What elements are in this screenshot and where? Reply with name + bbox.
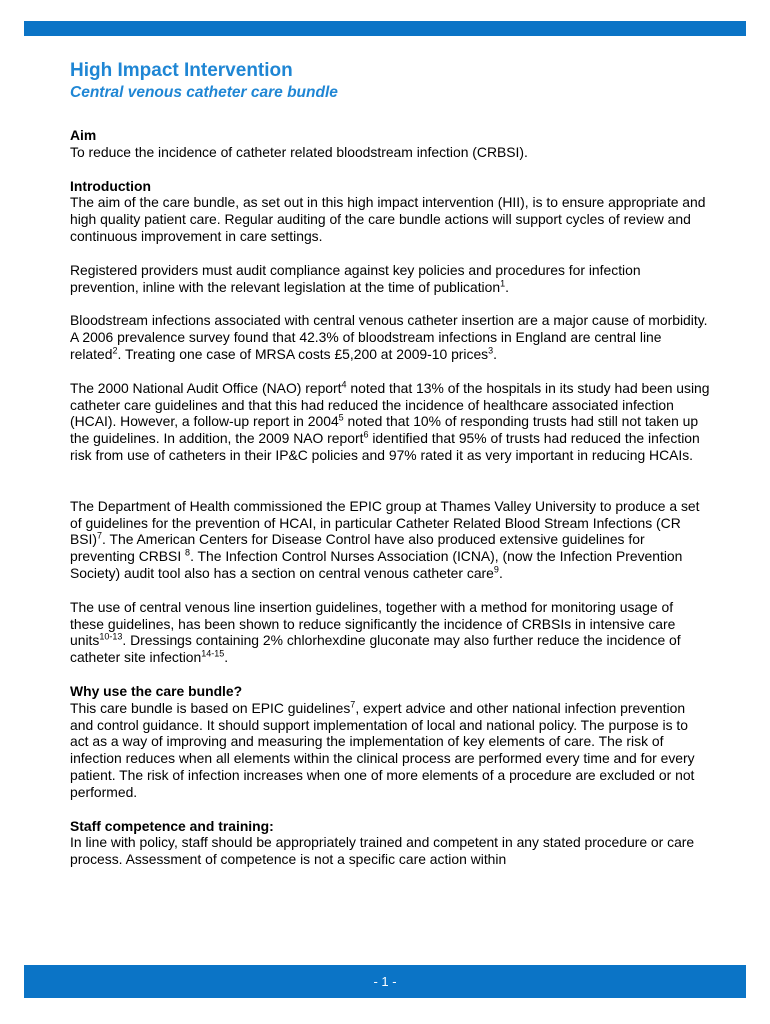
citation: 14-15 — [201, 648, 225, 659]
intro-paragraph-1: The aim of the care bundle, as set out in this high impact intervention (HII), is to ensure appropriate and high quality patient care. Regular auditing of the care bundle actions will support cycles of review and continuous improvement in care settings. — [70, 194, 706, 244]
aim-heading: Aim — [70, 127, 97, 143]
citation: 5 — [338, 412, 344, 423]
document-body — [70, 60, 710, 868]
citation: 7 — [97, 530, 103, 541]
why-heading: Why use the care bundle? — [70, 682, 243, 699]
introduction-section — [70, 178, 710, 245]
page-number: - 1 - — [373, 974, 397, 989]
staff-paragraph: In line with policy, staff should be appropriately trained and competent in any stated procedure or care process. Assessment of competence is not a specific care action within — [70, 834, 695, 868]
bloodstream-paragraph: Bloodstream infections associated with central venous catheter insertion are a major cause of morbidity. A 2006 prevalence survey found that 42.3% of bloodstream infections in England are central line related$^2$. Treating one case of MRSA costs £5,200 at 2009-10 prices$^3$. — [70, 312, 708, 362]
citation: 6 — [363, 429, 369, 440]
footer-band — [24, 965, 746, 998]
page-title: High Impact Intervention — [70, 60, 293, 81]
nao-paragraph: The 2000 National Audit Office (NAO) report$^4$ noted that 13% of the hospitals in its study had been using catheter care guidelines and that this had reduced the incidence of healthcare associated infection (HCAI). However, a follow-up report in 2004$^5$ noted that 10% of responding trusts had still not taken up the guidelines. In addition, the 2009 NAO report$^6$ identified that 95% of trusts had reduced the infection risk from use of catheters in their IP&C policies and 97% rated it as very important in reducing HCAIs. — [70, 379, 710, 463]
page-subtitle: Central venous catheter care bundle — [70, 84, 338, 101]
aim-text: To reduce the incidence of catheter related bloodstream infection (CRBSI). — [70, 143, 528, 160]
citation: 2 — [112, 345, 118, 356]
citation: 10-13 — [99, 631, 123, 642]
header-band — [24, 21, 746, 36]
introduction-heading: Introduction — [70, 177, 152, 194]
staff-section — [70, 818, 710, 868]
guidelines-use-paragraph: The use of central venous line insertion guidelines, together with a method for monitoring usage of these guidelines, has been shown to reduce significantly the incidence of CRBSIs in intensive care units$^{10-13}$. Dressings containing 2% chlorhexdine gluconate may also further reduce the incidence of catheter site infection$^{14-15}$. — [70, 598, 681, 666]
aim-section — [70, 127, 710, 161]
why-paragraph: This care bundle is based on EPIC guidelines$^7$, expert advice and other national infection prevention and control guidance. It should support implementation of local and national policy. The purpose is to act as a way of improving and measuring the implementation of key elements of care. The risk of infection reduces when all elements within the clinical process are performed every time and for every patient. The risk of infection increases when one of more elements of a procedure are excluded or not performed. — [70, 699, 695, 800]
staff-heading: Staff competence and training: — [70, 817, 274, 834]
citation: 3 — [488, 345, 494, 356]
citation: 1 — [500, 277, 506, 288]
intro-paragraph-2: Registered providers must audit compliance against key policies and procedures for infection prevention, inline with the relevant legislation at the time of publication$^1$. — [70, 261, 641, 295]
why-section — [70, 683, 710, 801]
citation: 7 — [350, 699, 356, 710]
doh-paragraph: The Department of Health commissioned the EPIC group at Thames Valley University to produce a set of guidelines for the prevention of HCAI, in particular Catheter Related Blood Stream Infections (CR BSI)$^7$. The American Centers for Disease Control have also produced extensive guidelines for preventing CRBSI $^8$. The Infection Control Nurses Association (ICNA), (now the Infection Prevention Society) audit tool also has a section on central venous catheter care$^9$. — [70, 497, 700, 581]
citation: 8 — [185, 547, 191, 558]
citation: 9 — [493, 564, 499, 575]
citation: 4 — [341, 379, 347, 390]
